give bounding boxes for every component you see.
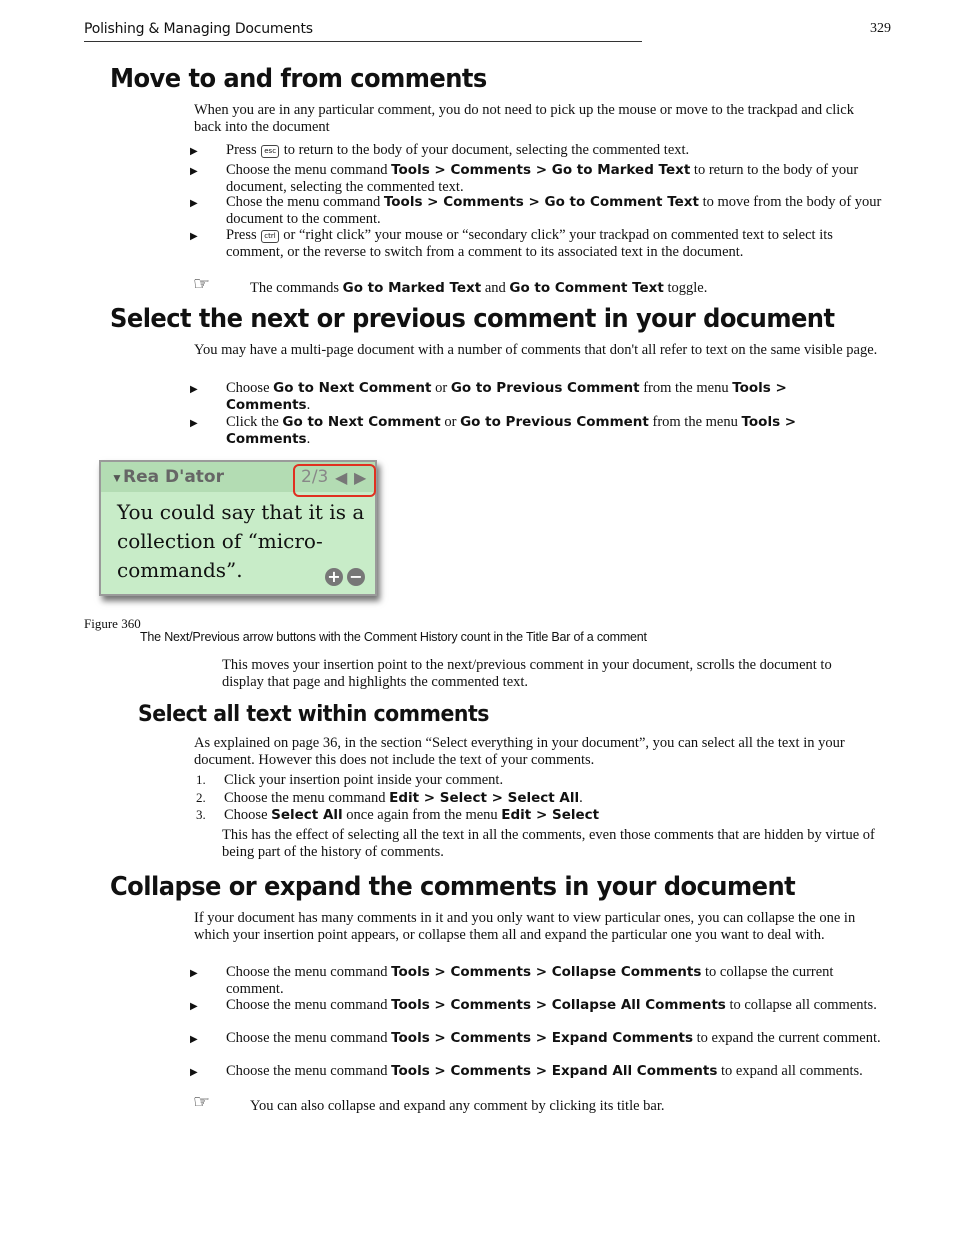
bullet-icon: ▶ [190, 231, 198, 242]
s1-intro: When you are in any particular comment, you do not need to pick up the mouse or move to the trackpad and click back into the document [194, 102, 854, 135]
previous-arrow-icon[interactable]: ◀ [335, 470, 348, 487]
bullet-icon: ▶ [190, 1001, 198, 1012]
s3-after: This has the effect of selecting all the text in all the comments, even those comments that are hidden by virtue of being part of the history of comments. [222, 827, 875, 860]
s2-intro: You may have a multi-page document with a number of comments that don't all refer to text on the same visible page. [194, 342, 878, 358]
comment-figure [99, 460, 384, 600]
comment-card [99, 460, 377, 596]
running-header-title: Polishing & Managing Documents [84, 21, 313, 37]
pointing-hand-icon: ☞ [193, 273, 211, 295]
s3-intro: As explained on page 36, in the section “Select everything in your document”, you can select all the text in your document. However this does not include the text of your comments. [194, 735, 845, 768]
comment-title-bar[interactable] [101, 462, 375, 492]
next-arrow-icon[interactable]: ▶ [354, 470, 367, 487]
pointing-hand-icon: ☞ [193, 1091, 211, 1113]
comment-author: Rea D'ator [123, 467, 224, 487]
heading-next-previous: Select the next or previous comment in your document [110, 304, 835, 334]
heading-collapse-expand: Collapse or expand the comments in your document [110, 872, 796, 902]
running-header [84, 20, 642, 42]
bullet-icon: ▶ [190, 418, 198, 429]
bullet-icon: ▶ [190, 198, 198, 209]
page-number: 329 [870, 21, 891, 36]
ctrl-key-icon: ctrl [261, 230, 278, 243]
bullet-icon: ▶ [190, 146, 198, 157]
minus-icon[interactable]: − [347, 568, 365, 586]
highlight-outline [293, 464, 376, 497]
esc-key-icon: esc [261, 145, 279, 158]
figure-label: Figure 360 [84, 616, 141, 631]
comment-history-count: 2/3 [301, 467, 329, 487]
s2-after: This moves your insertion point to the next/previous comment in your document, scrolls the document to display that page and highlights the commented text. [222, 657, 832, 690]
heading-select-all: Select all text within comments [138, 702, 490, 727]
disclosure-triangle-icon[interactable]: ▼ [111, 471, 123, 485]
figure-caption: The Next/Previous arrow buttons with the Comment History count in the Title Bar of a comment [140, 630, 647, 644]
bullet-icon: ▶ [190, 166, 198, 177]
bullet-icon: ▶ [190, 384, 198, 395]
bullet-icon: ▶ [190, 1067, 198, 1078]
bullet-icon: ▶ [190, 968, 198, 979]
bullet-icon: ▶ [190, 1034, 198, 1045]
s4-intro: If your document has many comments in it and you only want to view particular ones, you can collapse the one in which your insertion point appears, or collapse them all and expand the particular one you want to deal with. [194, 910, 856, 943]
plus-icon[interactable]: + [325, 568, 343, 586]
heading-move-comments: Move to and from comments [110, 64, 487, 94]
comment-text: You could say that it is a collection of “micro-commands”. [117, 500, 365, 582]
